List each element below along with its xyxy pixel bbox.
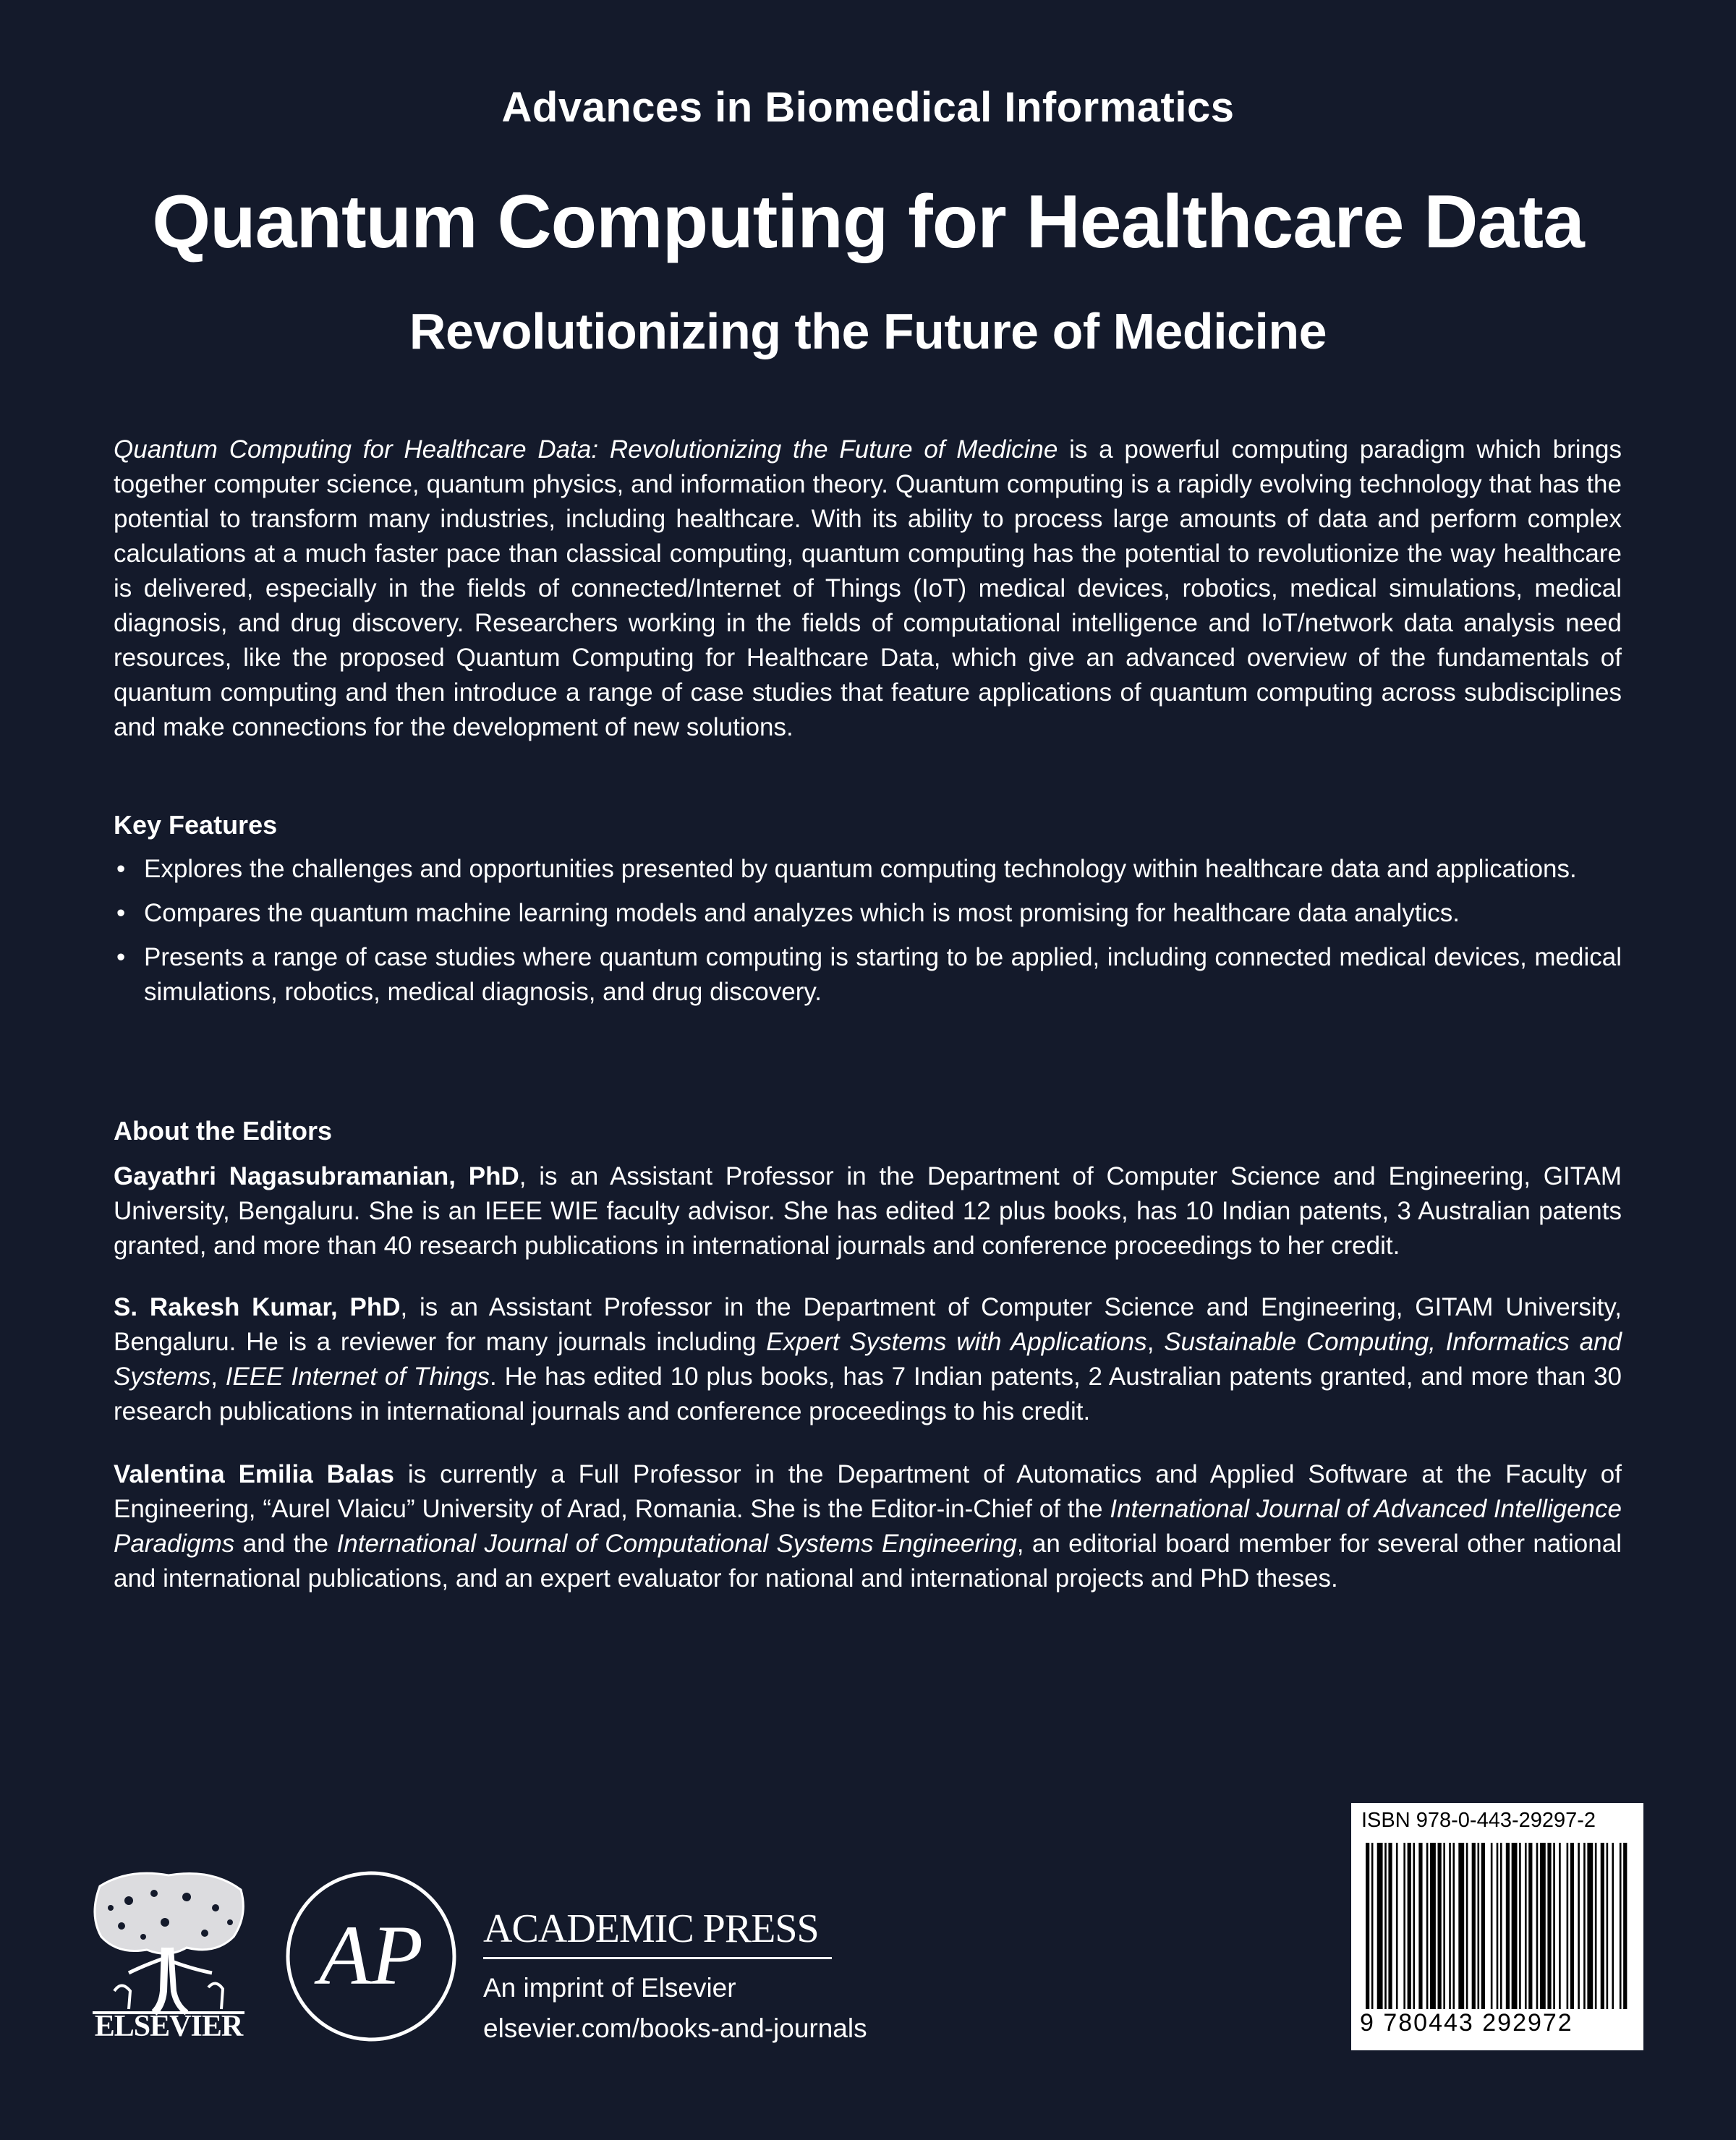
barcode-bar	[1377, 1843, 1383, 2009]
barcode-bar	[1430, 1843, 1436, 2009]
bullet: •	[116, 943, 126, 971]
key-feature-text: Compares the quantum machine learning models and analyzes which is most promising for healthcare data analytics.	[144, 899, 1460, 927]
barcode-bar	[1458, 1843, 1464, 2009]
about-editors-heading: About the Editors	[114, 1116, 332, 1146]
publisher-imprint: An imprint of Elsevier	[483, 1973, 736, 2003]
barcode-bar	[1371, 1843, 1374, 2009]
barcode-bar	[1452, 1843, 1455, 2009]
barcode-bar	[1443, 1843, 1445, 2009]
separator: ,	[210, 1363, 226, 1391]
editor-text: , is an Assistant Professor in the Department of Computer Science and Engineering, GITAM University, Bengaluru. She is an IEEE WIE faculty advisor. She has edited 12 plus books, has 10 Indian patents, 3 Australian patents granted, and more than 40 research publications in international journals and conference proceedings to her credit.	[114, 1162, 1622, 1260]
barcode-bar	[1559, 1843, 1561, 2009]
description-italic-title: Quantum Computing for Healthcare Data: Revolutionizing the Future of Medicine	[114, 435, 1058, 464]
key-feature-item	[114, 940, 1622, 1010]
editor-text: . He has edited 10 plus books, has 7 Indian patents, 2 Australian patents granted, and more than 30 research publications in international journals and conference proceedings to his credit.	[114, 1363, 1622, 1425]
barcode-bar	[1512, 1843, 1518, 2009]
elsevier-wordmark: ELSEVIER	[94, 2010, 243, 2043]
key-features-heading: Key Features	[114, 810, 278, 840]
isbn-barcode	[1351, 1803, 1643, 2050]
barcode-bar	[1528, 1843, 1532, 2009]
journal-title: IEEE Internet of Things	[225, 1363, 490, 1391]
barcode-bar	[1612, 1843, 1614, 2009]
barcode-bar	[1449, 1843, 1451, 2009]
barcode-bar	[1366, 1843, 1369, 2009]
journal-title: International Journal of Computational Systems Engineering	[336, 1530, 1017, 1558]
journal-title: Expert Systems with Applications	[766, 1328, 1147, 1356]
barcode-bar	[1438, 1843, 1442, 2009]
editor-name: Valentina Emilia Balas	[114, 1460, 394, 1488]
barcode-digits: 9 780443 292972	[1360, 2009, 1573, 2037]
barcode-bar	[1547, 1843, 1551, 2009]
barcode-bar	[1491, 1843, 1493, 2009]
barcode-bar	[1620, 1843, 1622, 2009]
barcode-bar	[1578, 1843, 1580, 2009]
barcode-bar	[1418, 1843, 1422, 2009]
barcode-bar	[1408, 1843, 1411, 2009]
barcode-bar	[1481, 1843, 1485, 2009]
series-title: Advances in Biomedical Informatics	[501, 84, 1235, 131]
barcode-bar	[1525, 1843, 1527, 2009]
barcode-bar	[1570, 1843, 1574, 2009]
ap-monogram: AP	[318, 1908, 424, 2003]
book-subtitle: Revolutionizing the Future of Medicine	[409, 303, 1327, 359]
book-title: Quantum Computing for Healthcare Data	[152, 180, 1584, 264]
barcode-bar	[1567, 1843, 1569, 2009]
barcode-bar	[1384, 1843, 1387, 2009]
key-feature-item	[114, 896, 1622, 931]
editor-bio-3	[114, 1457, 1622, 1596]
barcode-bar	[1536, 1843, 1539, 2009]
barcode-bar	[1396, 1843, 1398, 2009]
barcode-bar	[1595, 1843, 1597, 2009]
editor-bio-2	[114, 1290, 1622, 1429]
key-feature-text: Presents a range of case studies where quantum computing is starting to be applied, including connected medical devices, medical simulations, robotics, medical diagnosis, and drug discovery.	[144, 943, 1622, 1006]
barcode-bar	[1497, 1843, 1499, 2009]
publisher-rule	[483, 1957, 832, 1959]
barcode-bar	[1466, 1843, 1468, 2009]
key-features-list	[114, 852, 1622, 1019]
barcode-bar	[1472, 1843, 1476, 2009]
publisher-url: elsevier.com/books-and-journals	[483, 2013, 867, 2043]
barcode-bar	[1500, 1843, 1502, 2009]
editor-name: Gayathri Nagasubramanian, PhD	[114, 1162, 519, 1190]
key-feature-text: Explores the challenges and opportunities presented by quantum computing technology within healthcare data and applications.	[144, 855, 1577, 883]
barcode-bar	[1587, 1843, 1593, 2009]
isbn-label: ISBN 978-0-443-29297-2	[1361, 1809, 1596, 1832]
barcode-bar	[1388, 1843, 1392, 2009]
barcode-bar	[1413, 1843, 1415, 2009]
barcode-bar	[1553, 1843, 1555, 2009]
publisher-name: ACADEMIC PRESS	[483, 1906, 819, 1951]
editor-text: is currently a Full Professor in the Department of Automatics and Applied Software at the Faculty of Engineering, “Aurel Vlaicu” University of Arad, Romania. She is the Editor-in-Chief of the	[114, 1460, 1622, 1523]
barcode-bar	[1403, 1843, 1405, 2009]
editor-bio-1	[114, 1159, 1622, 1263]
description-body: is a powerful computing paradigm which brings together computer science, quantum physics, and information theory. Quantum computing is a rapidly evolving technology that has the potential to transform many industries, including healthcare. With its ability to process large amounts of data and perform complex calculations at a much faster pace than classical computing, quantum computing has the potential to revolutionize the way healthcare is delivered, especially in the fields of connected/Internet of Things (IoT) medical devices, robotics, medical simulations, medical diagnosis, and drug discovery. Researchers working in the fields of computational intelligence and IoT/network data analysis need resources, like the proposed Quantum Computing for Healthcare Data, which give an advanced overview of the fundamentals of quantum computing and then introduce a range of case studies that feature applications of quantum computing across subdisciplines and make connections for the development of new solutions.	[114, 435, 1622, 741]
barcode-bar	[1506, 1843, 1510, 2009]
bullet: •	[116, 899, 126, 927]
editor-text: , an editorial board member for several other national and international publications, and an expert evaluator for national and international projects and PhD theses.	[114, 1530, 1622, 1593]
barcode-bars	[1366, 1843, 1629, 2016]
editor-text: and the	[234, 1530, 337, 1558]
journal-title: International Journal of Advanced Intelligence Paradigms	[114, 1495, 1622, 1558]
editor-text: , is an Assistant Professor in the Department of Computer Science and Engineering, GITAM University, Bengaluru. He is a reviewer for many journals including	[114, 1293, 1622, 1356]
editor-name: S. Rakesh Kumar, PhD	[114, 1293, 401, 1321]
barcode-bar	[1607, 1843, 1609, 2009]
key-feature-item	[114, 852, 1622, 887]
separator: ,	[1146, 1328, 1165, 1356]
academic-press-logo	[284, 1870, 458, 2043]
book-description	[114, 432, 1622, 745]
barcode-bar	[1519, 1843, 1521, 2009]
barcode-bar	[1601, 1843, 1604, 2009]
barcode-bar	[1583, 1843, 1586, 2009]
bullet: •	[116, 855, 126, 883]
barcode-bar	[1540, 1843, 1546, 2009]
barcode-bar	[1426, 1843, 1429, 2009]
barcode-bar	[1478, 1843, 1480, 2009]
journal-title: Sustainable Computing, Informatics and Systems	[114, 1328, 1622, 1391]
barcode-bar	[1623, 1843, 1627, 2009]
